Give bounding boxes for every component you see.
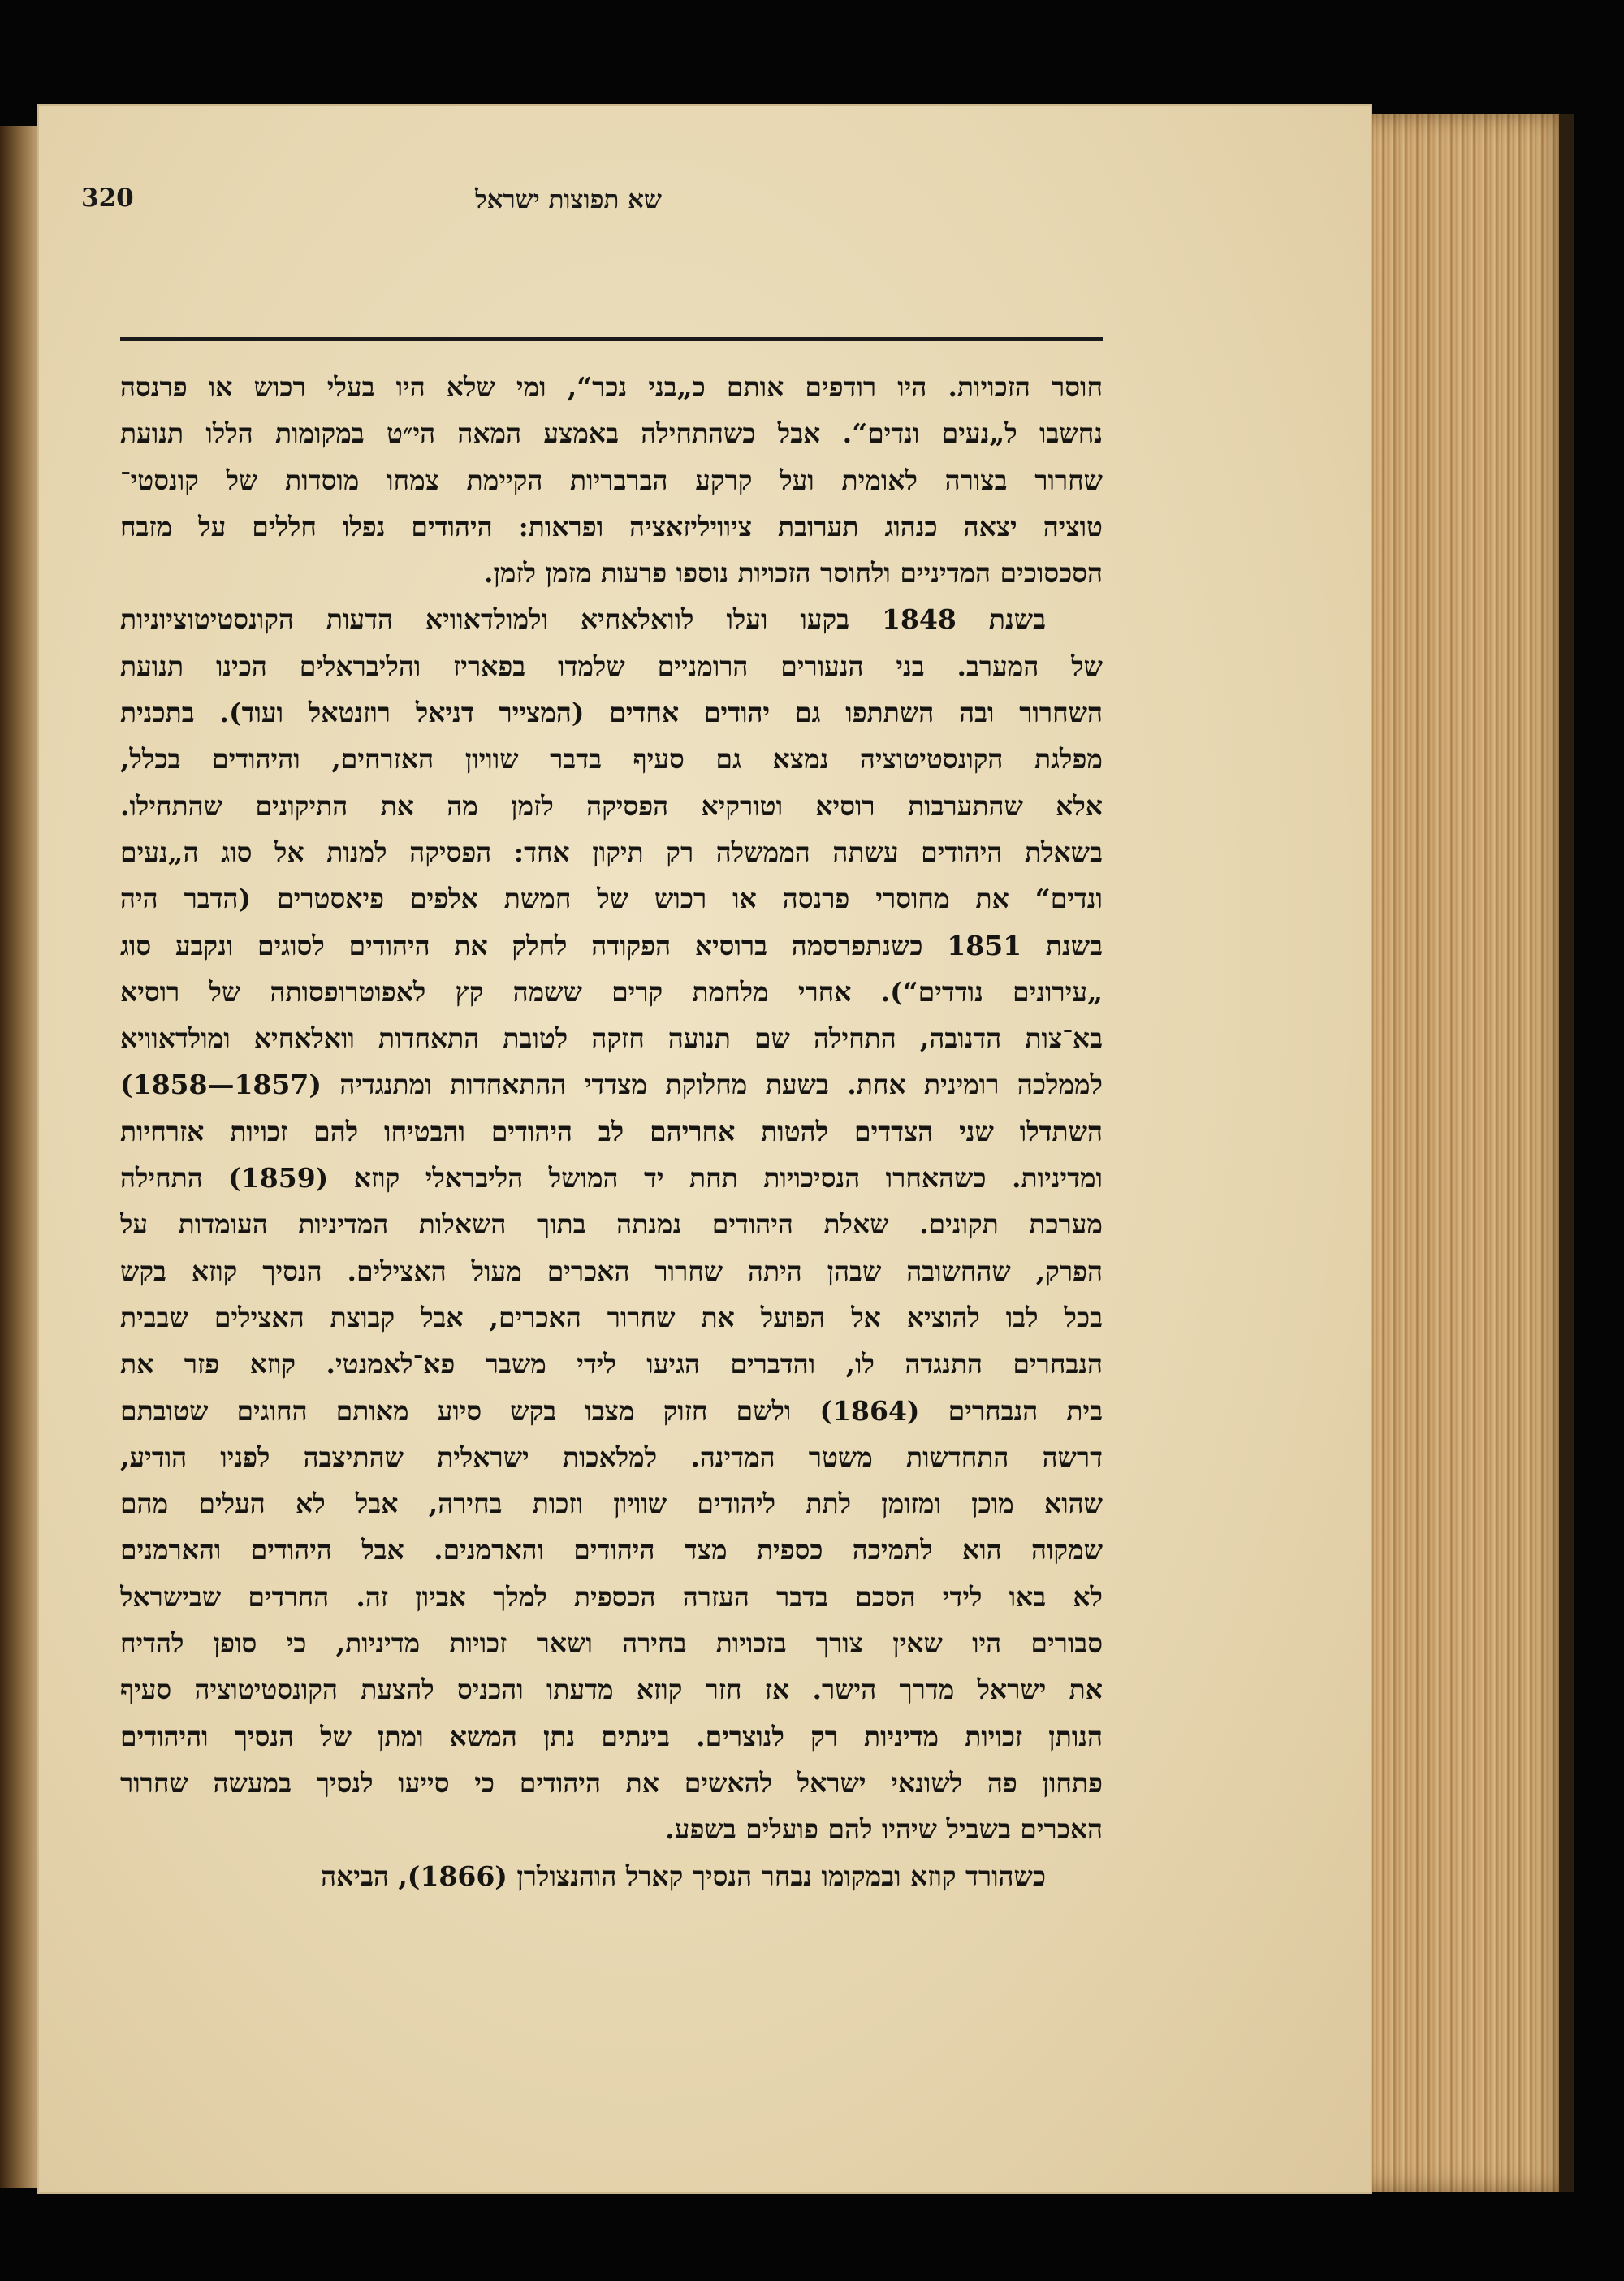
text-line: את ישראל מדרך הישר. אז חזר קוזא מדעתו והכניס להצעת הקונסטיטוציה סעיף [120,1674,1103,1706]
text-line: מערכת תקונים. שאלת היהודים נמנתה בתוך השאלות המדיניות העומדות על [120,1208,1103,1241]
paragraph [120,364,1103,596]
text-line: לא באו לידי הסכם בדבר העזרה הכספית למלך אביון זה. החרדים שבישראל [120,1580,1103,1613]
text-line: ונדים“ את מחוסרי פרנסה או רכוש של חמשת אלפים פיאסטרים (הדבר היה [120,883,1103,915]
text-line: פתחון פה לשונאי ישראל להאשים את היהודים כי סייעו לנסיך במעשה שחרור [120,1766,1103,1799]
text-line: שהוא מוכן ומזומן לתת ליהודים שוויון וזכות בחירה, אבל לא העלים מהם [120,1488,1103,1520]
text-line: טוציה יצאה כנהוג תערובת ציוויליזאציה ופראות: היהודים נפלו חללים על מזבח [120,510,1103,542]
running-head: שא תפוצות ישראל [475,185,662,214]
header-rule [120,337,1103,341]
text-line: הנבחרים התנגדה לו, והדברים הגיעו לידי משבר פא־לאמנטי. קוזא פזר את [120,1348,1103,1380]
page-header [81,177,1100,226]
text-line: דרשה התחדשות משטר המדינה. למלאכות ישראלית שהתיצבה לפניו הודיע, [120,1441,1103,1473]
text-line: בכל לבו להוציא אל הפועל את שחרור האכרים, אבל קבוצת האצילים שבבית [120,1301,1103,1333]
text-line: השתדלו שני הצדדים להטות אחריהם לב היהודים והבטיחו להם זכויות אזרחיות [120,1115,1103,1147]
text-line: הנותן זכויות מדיניות רק לנוצרים. בינתים נתן המשא ומתן של הנסיך והיהודים [120,1720,1103,1752]
text-line: בית הנבחרים (1864) ולשם חזוק מצבו בקש סיוע מאותם החוגים שטובתם [120,1394,1103,1427]
text-line: חוסר הזכויות. היו רודפים אותם כ„בני נכר“, ומי שלא היו בעלי רכוש או פרנסה [120,371,1103,403]
text-line: הסכסוכים המדיניים ולחוסר הזכויות נוספו פרעות מזמן לזמן. [484,557,1103,590]
body-text [120,364,1103,1899]
text-line: סבורים היו שאין צורך בזכויות בחירה ושאר זכויות מדיניות, כי סופן להדיח [120,1627,1103,1660]
text-line: ומדיניות. כשהאחרו הנסיכויות תחת יד המושל הליבראלי קוזא (1859) התחילה [120,1162,1103,1195]
text-line: נחשבו ל„נעים ונדים“. אבל כשהתחילה באמצע המאה הי״ט במקומות הללו תנועת [120,417,1103,450]
text-line: לממלכה רומינית אחת. בשעת מחלוקת מצדדי ההתאחדות ומתנגדיה (1857—1858) [120,1069,1103,1101]
text-line: השחרור ובה השתתפו גם יהודים אחדים (המצייר דניאל רוזנטאל ועוד). בתכנית [120,697,1103,729]
text-line: כשהורד קוזא ובמקומו נבחר הנסיך קארל הוהנצולרן (1866), הביאה [321,1860,1046,1892]
text-line: בשאלת היהודים עשתה הממשלה רק תיקון אחד: הפסיקה למנות אל סוג ה„נעים [120,836,1103,868]
text-line: בשנת 1851 כשנתפרסמה ברוסיא הפקודה לחלק את היהודים לסוגים ונקבע סוג [120,929,1103,961]
text-line: „עירונים נודדים“). אחרי מלחמת קרים ששמה קץ לאפוטרופסותה של רוסיא [120,975,1103,1008]
text-line: הפרק, שהחשובה שבהן היתה שחרור האכרים מעול האצילים. הנסיך קוזא בקש [120,1255,1103,1287]
page-number: 320 [81,184,134,213]
text-line: מפלגת הקונסטיטוציה נמצא גם סעיף בדבר שוויון האזרחים, והיהודים בכלל, [120,743,1103,775]
text-line: שחרור בצורה לאומית ועל קרקע הברבריות הקיימת צמחו מוסדות של קונסטי־ [120,464,1103,496]
paragraph [120,1853,1103,1899]
text-line: של המערב. בני הנעורים הרומניים שלמדו בפאריז והליבראלים הכינו תנועת [120,650,1103,682]
paragraph [120,596,1103,1852]
book-left-edge [0,126,39,2188]
text-line: אלא שהתערבות רוסיא וטורקיא הפסיקה לזמן מה את התיקונים שהתחילו. [120,789,1103,822]
text-line: האכרים בשביל שיהיו להם פועלים בשפע. [665,1813,1103,1846]
text-line: בא־צות הדנובה, התחילה שם תנועה חזקה לטובת התאחדות וואלאחיא ומולדאוויא [120,1022,1103,1055]
text-line: בשנת 1848 בקעו ועלו לוואלאחיא ולמולדאוויא הדעות הקונסטיטוציוניות [120,603,1046,636]
text-line: שמקוה הוא לתמיכה כספית מצד היהודים והארמנים. אבל היהודים והארמנים [120,1534,1103,1566]
